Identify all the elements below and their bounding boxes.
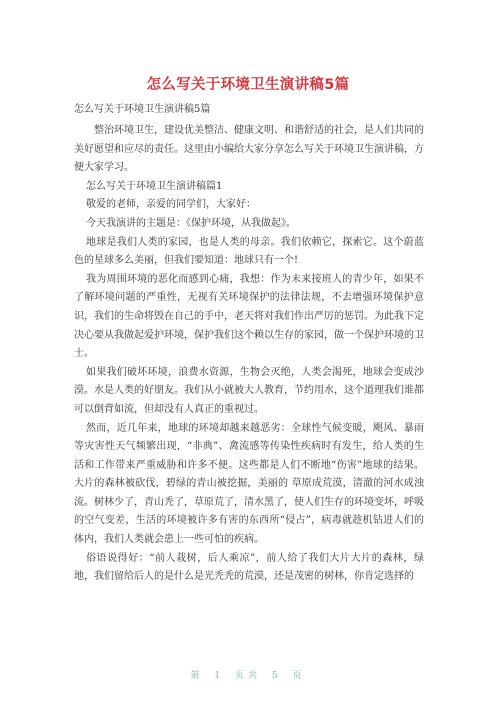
- paragraph: 俗语说得好：“前人栽树，后人乘凉”，前人给了我们大片大片的森林，绿地，我们留给后人的是什么是光秃秃的荒漠，还是茂密的树林，你肯定选择的: [74, 552, 424, 583]
- page-footer: [0, 668, 496, 681]
- paragraph: 地球是我们人类的家园，也是人类的母亲。我们依赖它，探索它。这个蔚蓝色的星球多么美丽，但我们要知道：地球只有一个!: [74, 236, 424, 267]
- document-subtitle: 怎么写关于环境卫生演讲稿5篇: [74, 104, 211, 115]
- document-title: 怎么写关于环境卫生演讲稿5篇: [146, 77, 350, 93]
- paragraph-greeting: 敬爱的老师，亲爱的同学们，大家好：: [86, 199, 256, 211]
- paragraph: 如果我们破坏环境，浪费水资源，生物会灭绝，人类会渴死，地球会变成沙漠。水是人类的好朋友。我们从小就被大人教育，节约用水，这个道理我们谁都可以倒背如流，但却没有人真正的重视过。: [74, 366, 424, 415]
- footer-prefix: 第: [190, 671, 204, 681]
- paragraph-intro: 整治环境卫生，建设优美整洁、健康文明、和谐舒适的社会，是人们共同的美好愿望和应尽的责任。这里由小编给大家分享怎么写关于环境卫生演讲稿，方便大家学习。: [74, 125, 424, 174]
- paragraph: 然而，近几年来，地球的环境却越来越恶劣：全球性气候变暖，飓风、暴雨等灾害性天气频繁出现，“非典”、禽流感等传染性疾病时有发生，给人类的生活和工作带来严重威胁和许多不便。这些都是人们不断地“伤害”地球的结果。大片的森林被砍伐，碧绿的青山被挖掘，美丽的 草原成荒漠，清澈的河水成浊流。树林少了，青山秃了，草原荒了，清水黑了，使人们生存的环境变坏，呼吸的空气变差，生活的环境被许多有害的东西所“侵占”，病毒就趁机钻进人们的体内，我们人类就会患上一些可怕的疾病。: [74, 422, 424, 546]
- section-heading: 怎么写关于环境卫生演讲稿篇1: [86, 180, 223, 192]
- paragraph-topic: 今天我演讲的主题是：《保护环境，从我做起》。: [86, 217, 296, 229]
- footer-middle: 页共: [234, 671, 261, 681]
- footer-suffix: 页: [292, 671, 306, 681]
- footer-page-number: 1: [214, 671, 225, 681]
- footer-total-pages: 5: [271, 671, 282, 681]
- document-body: [74, 120, 424, 587]
- paragraph: 我为周围环境的恶化而感到心痛，我想：作为未来接班人的青少年，如果不了解环境问题的严重性，无视有关环境保护的法律法规，不去增强环境保护意识，我们的生命将毁在自己的手中，老天将对我们作出严厉的惩罚。为此我下定决心要从我做起爱护环境，保护我们这个赖以生存的家园，做一个保护环境的卫士。: [74, 273, 424, 360]
